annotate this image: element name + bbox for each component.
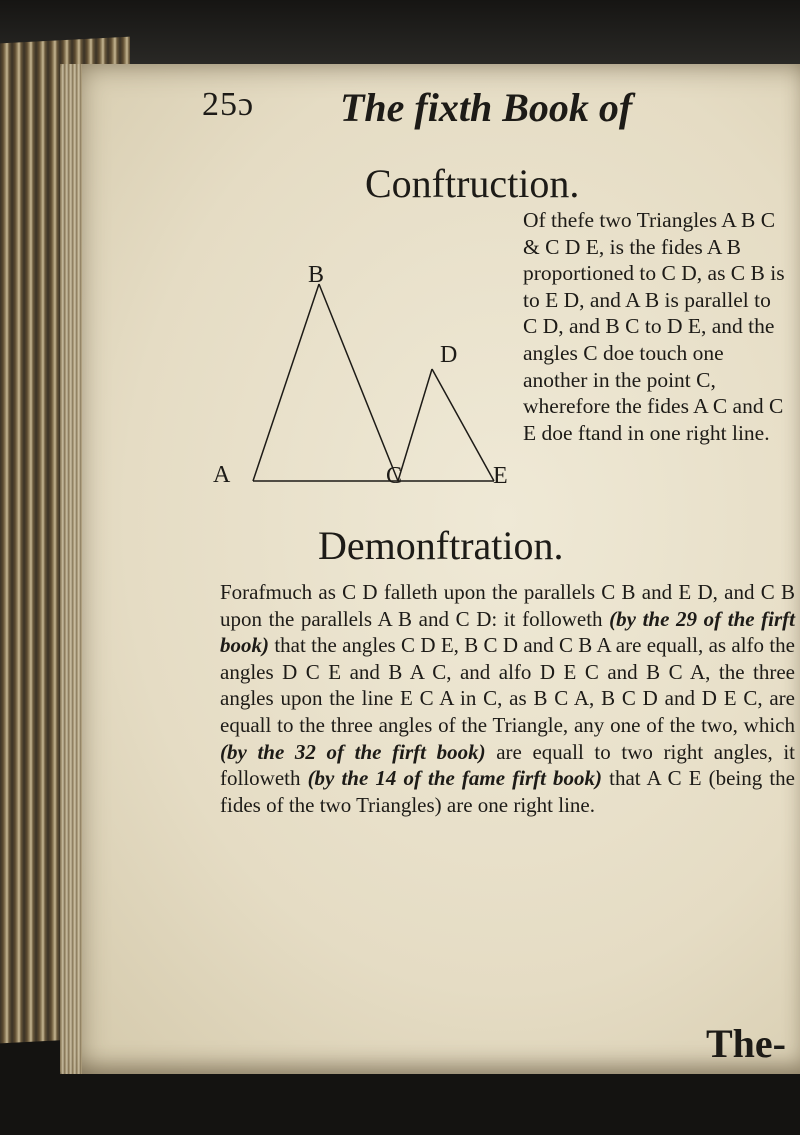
reference-14: (by the 14 of the fame firft book) (307, 766, 603, 791)
demonstration-text-1: Forafmuch as C D falleth upon the parallels C B and E D, and C B upon the parallels A B and C D: it followeth (220, 580, 795, 631)
label-b: B (308, 262, 325, 288)
reference-29: (by the 29 of the firft book) (220, 606, 795, 658)
side-cd (398, 369, 432, 481)
demonstration-text-3: are equall to two right angles, it followeth (220, 739, 796, 791)
construction-heading: Conftruction. (365, 161, 580, 206)
demonstration-text-2: that the angles C D E, B C D and C B A are equall, as alfo the angles D C E and B A C, and alfo D E C and B C A, the three angles upon the line E C A in C, as B C A, B C D and D E C, are equall to the three angles of the Triangle, any one of the two, which (220, 633, 795, 737)
page-edges (60, 64, 82, 1074)
page-number: 25ɔ (202, 86, 255, 123)
label-e: E (493, 463, 508, 489)
construction-text: Of thefe two Triangles A B C & C D E, is the fides A B proportioned to C D, as C B is to E D, and A B is parallel to C D, and B C to D E, and the angles C doe touch one another in the point C, wherefore the fides A C and C E doe ftand in one right line. (523, 208, 785, 445)
label-a: A (213, 462, 231, 488)
demonstration-text-4: that A C E (being the fides of the two Triangles) are one right line. (220, 766, 795, 817)
triangle-diagram (213, 250, 528, 500)
running-title: The fixth Book of (340, 85, 633, 130)
side-ab (253, 284, 319, 481)
demonstration-heading: Demonftration. (318, 523, 564, 568)
reference-32: (by the 32 of the firft book) (220, 739, 486, 764)
label-d: D (440, 342, 458, 368)
label-c: C (386, 463, 403, 489)
side-bc (319, 284, 398, 481)
demonstration-paragraph (220, 579, 795, 818)
catchword: The- (706, 1021, 786, 1066)
side-de (432, 369, 494, 481)
